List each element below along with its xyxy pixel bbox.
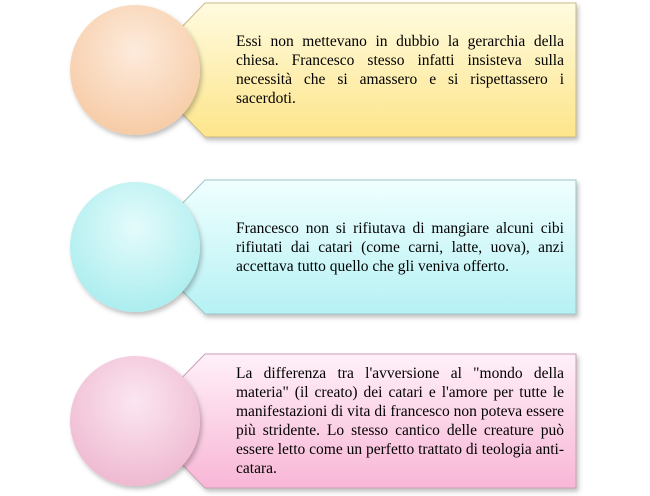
item-1-text: Essi non mettevano in dubbio la gerarchia della chiesa. Francesco stesso infatti insisteva sulla necessità che si amassero e si rispettassero i sacerdoti. bbox=[236, 33, 564, 107]
circle-badge bbox=[70, 182, 200, 312]
item-3-text: La differenza tra l'avversione al "mondo della materia" (il creato) dei catari e l'amore per tutte le manifestazioni di vita di francesco non poteva essere più stridente. Lo stesso cantico delle creature può essere letto come un perfetto trattato di teologia anti-catara. bbox=[236, 365, 564, 477]
item-1 bbox=[0, 0, 650, 140]
item-3 bbox=[0, 351, 650, 491]
circle-badge bbox=[70, 356, 200, 486]
item-2 bbox=[0, 177, 650, 317]
item-2-text: Francesco non si rifiutava di mangiare alcuni cibi rifiutati dai catari (come carni, latte, uova), anzi accettava tutto quello che gli veniva offerto. bbox=[236, 219, 564, 275]
circle-badge bbox=[70, 5, 200, 135]
